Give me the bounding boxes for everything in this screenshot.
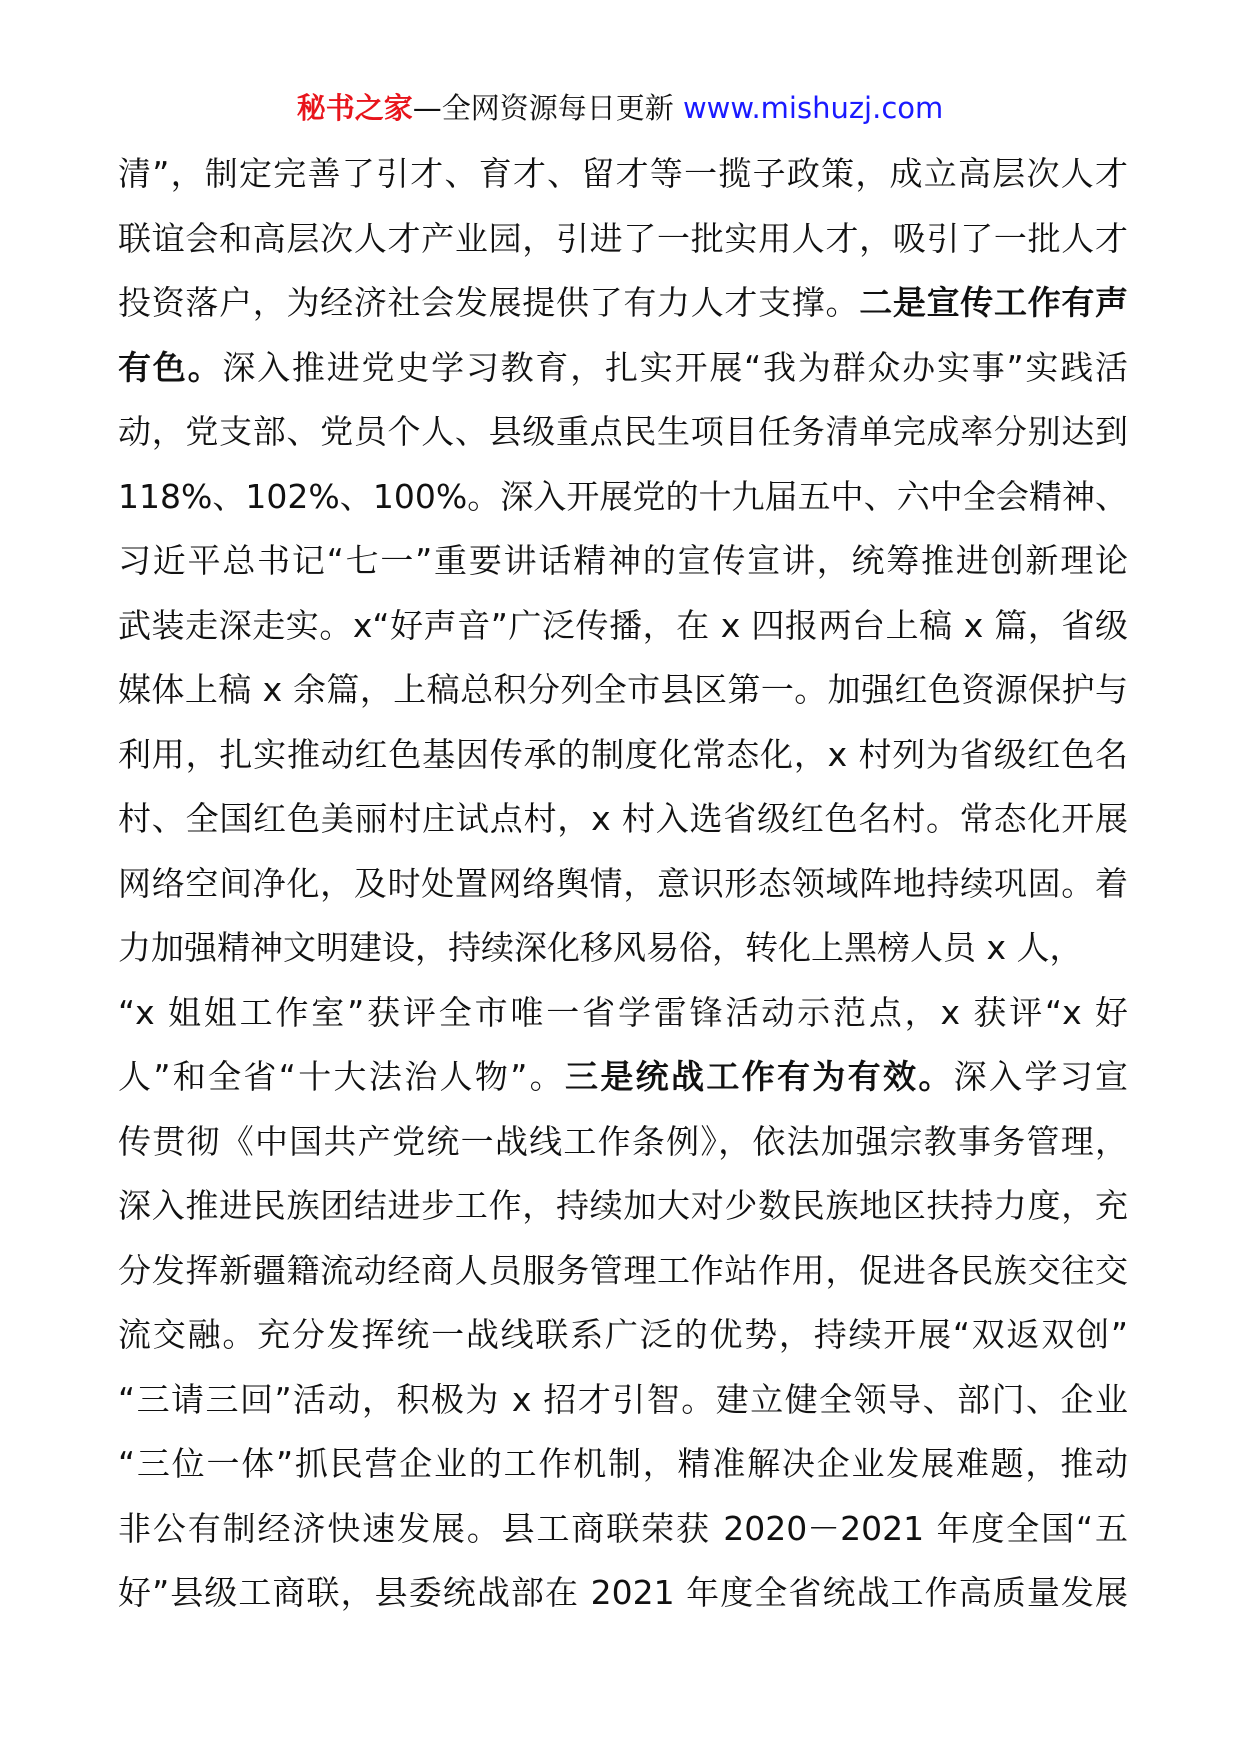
text-line xyxy=(118,1174,1128,1239)
text-run: 非公有制经济快速发展。县工商联荣获 2020－2021 年度全国“五 xyxy=(118,1508,1128,1548)
text-run: 投资落户，为经济社会发展提供了有力人才支撑。 xyxy=(118,283,860,322)
text-line xyxy=(118,207,1128,272)
text-run: 好”县级工商联，县委统战部在 2021 年度全省统战工作高质量发展 xyxy=(118,1573,1128,1612)
text-line xyxy=(118,271,1128,336)
text-run: 流交融。充分发挥统一战线联系广泛的优势，持续开展“双返双创” xyxy=(118,1315,1128,1354)
text-run: 118%、102%、100%。深入开展党的十九届五中、六中全会精神、 xyxy=(118,476,1128,516)
text-run: “x 姐姐工作室”获评全市唯一省学雷锋活动示范点，x 获评“x 好 xyxy=(118,992,1128,1032)
text-run: 深入推进民族团结进步工作，持续加大对少数民族地区扶持力度，充 xyxy=(118,1186,1128,1225)
highlight-heading: 三是统战工作有为有效。 xyxy=(564,1057,954,1096)
text-line xyxy=(118,1239,1128,1304)
site-brand: 秘书之家 xyxy=(296,91,413,125)
text-line xyxy=(118,1110,1128,1175)
text-line xyxy=(118,336,1128,401)
text-run: 网络空间净化，及时处置网络舆情，意识形态领域阵地持续巩固。着 xyxy=(118,863,1128,903)
text-run: 深入推进党史学习教育，扎实开展“我为群众办实事”实践活 xyxy=(222,347,1128,387)
text-run: 力加强精神文明建设，持续深化移风易俗，转化上黑榜人员 x 人， xyxy=(118,928,1083,967)
text-line xyxy=(118,787,1128,852)
text-line xyxy=(118,1432,1128,1497)
text-line xyxy=(118,142,1128,207)
text-line xyxy=(118,1045,1128,1110)
text-run: 利用，扎实推动红色基因传承的制度化常态化，x 村列为省级红色名 xyxy=(118,734,1128,774)
body-text xyxy=(118,142,1128,1626)
text-run: 媒体上稿 x 余篇，上稿总积分列全市县区第一。加强红色资源保护与 xyxy=(118,670,1128,709)
text-line xyxy=(118,529,1128,594)
text-line xyxy=(118,594,1128,659)
highlight-heading: 二是宣传工作有声 xyxy=(859,283,1128,322)
text-run: 武装走深走实。x“好声音”广泛传播，在 x 四报两台上稿 x 篇，省级 xyxy=(118,605,1128,645)
text-run: 深入学习宣 xyxy=(953,1057,1128,1096)
text-line xyxy=(118,916,1128,981)
highlight-heading: 有色。 xyxy=(118,347,223,387)
text-run: 人”和全省“十大法治人物”。 xyxy=(118,1057,565,1096)
text-line xyxy=(118,981,1128,1046)
site-url[interactable]: www.mishuzj.com xyxy=(682,91,944,125)
text-line xyxy=(118,658,1128,723)
text-run: 分发挥新疆籍流动经商人员服务管理工作站作用，促进各民族交往交 xyxy=(118,1250,1128,1290)
text-line xyxy=(118,1303,1128,1368)
text-run: 清”，制定完善了引才、育才、留才等一揽子政策，成立高层次人才 xyxy=(118,154,1128,193)
text-run: 动，党支部、党员个人、县级重点民生项目任务清单完成率分别达到 xyxy=(118,412,1128,451)
text-line xyxy=(118,465,1128,530)
page-header xyxy=(0,88,1240,128)
text-line xyxy=(118,1497,1128,1562)
text-line xyxy=(118,1368,1128,1433)
text-line xyxy=(118,400,1128,465)
text-run: “三请三回”活动，积极为 x 招才引智。建立健全领导、部门、企业 xyxy=(118,1379,1128,1419)
text-line xyxy=(118,723,1128,788)
site-slogan: —全网资源每日更新 xyxy=(412,91,683,125)
text-run: “三位一体”抓民营企业的工作机制，精准解决企业发展难题，推动 xyxy=(118,1444,1128,1483)
text-run: 联谊会和高层次人才产业园，引进了一批实用人才，吸引了一批人才 xyxy=(118,218,1128,258)
text-run: 习近平总书记“七一”重要讲话精神的宣传宣讲，统筹推进创新理论 xyxy=(118,541,1128,580)
text-run: 传贯彻《中国共产党统一战线工作条例》，依法加强宗教事务管理， xyxy=(118,1121,1128,1161)
text-line xyxy=(118,852,1128,917)
text-line xyxy=(118,1561,1128,1626)
text-run: 村、全国红色美丽村庄试点村，x 村入选省级红色名村。常态化开展 xyxy=(118,799,1128,838)
